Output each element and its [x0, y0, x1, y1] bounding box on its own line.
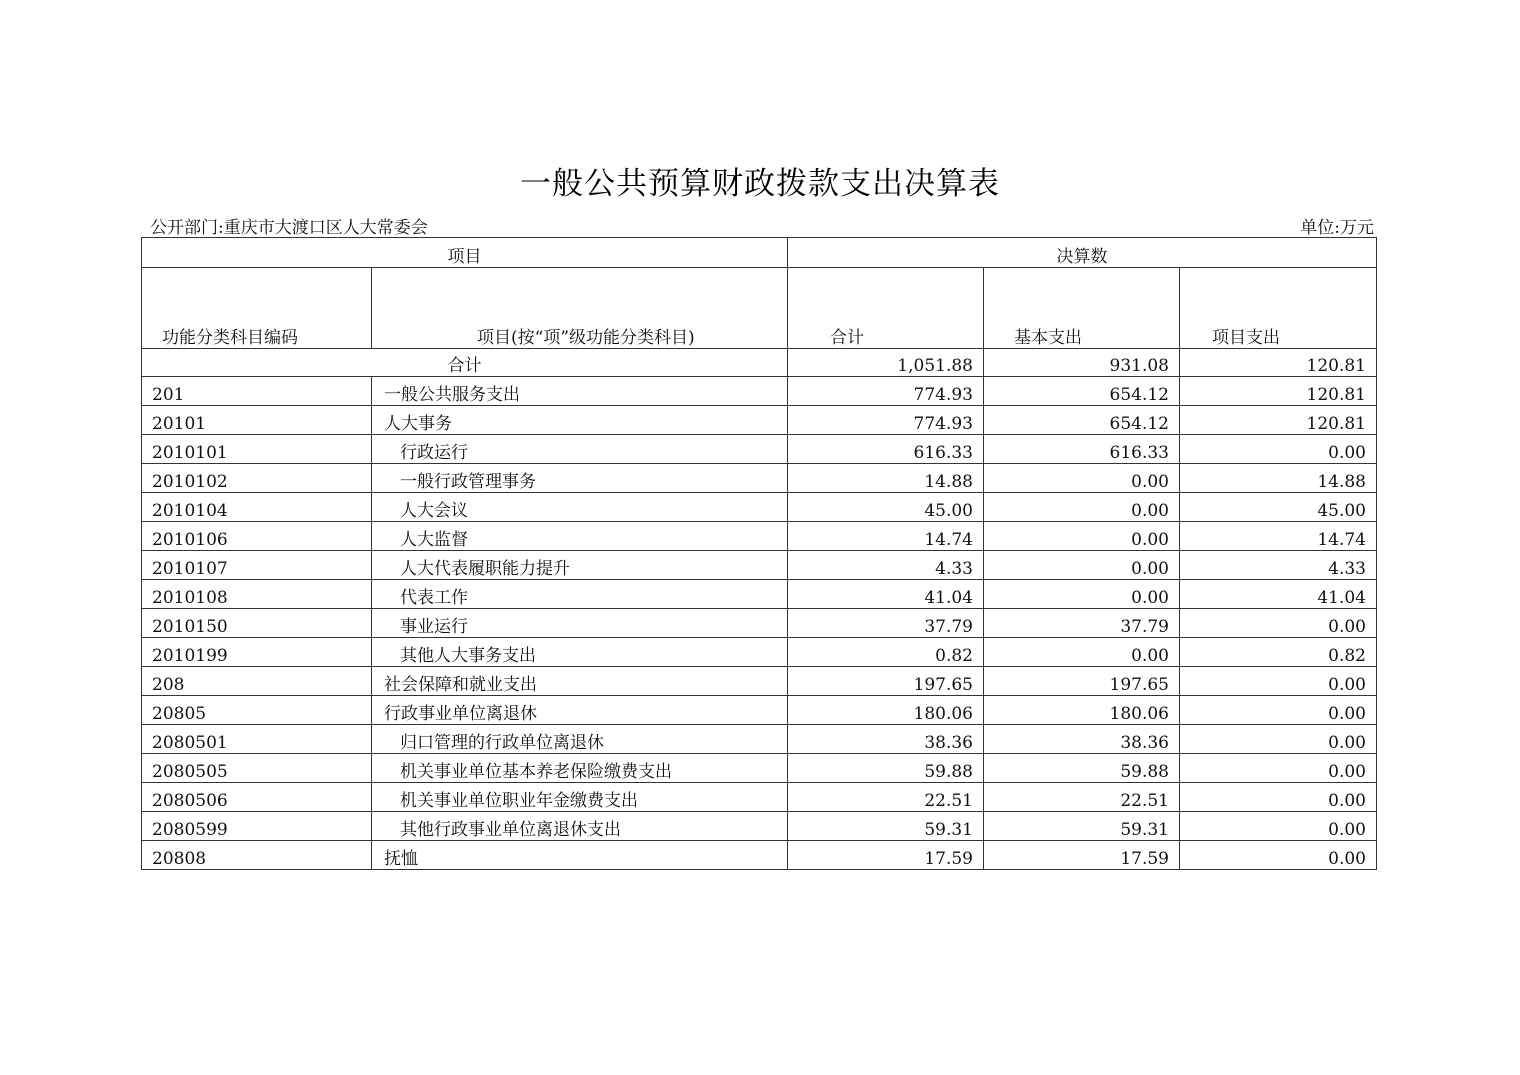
row-name: 抚恤: [372, 841, 788, 870]
table-row: [142, 667, 1377, 696]
table-row: [142, 551, 1377, 580]
row-code: 2080505: [142, 754, 372, 783]
table-row: [142, 638, 1377, 667]
table-row: [142, 783, 1377, 812]
header-row-columns: [142, 268, 1377, 349]
row-name: 人大会议: [372, 493, 788, 522]
row-project: 45.00: [1180, 493, 1377, 522]
row-basic: 38.36: [984, 725, 1180, 754]
row-name: 一般公共服务支出: [372, 377, 788, 406]
row-project: 0.00: [1180, 696, 1377, 725]
row-project: 14.88: [1180, 464, 1377, 493]
row-code: 2010150: [142, 609, 372, 638]
row-project: 4.33: [1180, 551, 1377, 580]
row-total: 197.65: [788, 667, 984, 696]
row-total: 4.33: [788, 551, 984, 580]
row-total: 14.88: [788, 464, 984, 493]
row-project: 120.81: [1180, 406, 1377, 435]
table-row: [142, 609, 1377, 638]
row-basic: 0.00: [984, 493, 1180, 522]
row-basic: 0.00: [984, 464, 1180, 493]
table-row: [142, 580, 1377, 609]
table-body: [142, 238, 1377, 870]
table-row: [142, 464, 1377, 493]
header-name-column: 项目(按“项”级功能分类科目): [372, 268, 788, 349]
row-project: 0.00: [1180, 812, 1377, 841]
row-project: 14.74: [1180, 522, 1377, 551]
row-project: 0.00: [1180, 435, 1377, 464]
row-name: 人大监督: [372, 522, 788, 551]
row-project: 0.00: [1180, 725, 1377, 754]
row-basic: 654.12: [984, 377, 1180, 406]
row-basic: 37.79: [984, 609, 1180, 638]
row-project: 0.00: [1180, 841, 1377, 870]
row-code: 2010102: [142, 464, 372, 493]
row-total: 180.06: [788, 696, 984, 725]
row-code: 2010108: [142, 580, 372, 609]
table-row: [142, 377, 1377, 406]
row-code: 20805: [142, 696, 372, 725]
table-row: [142, 841, 1377, 870]
row-code: 20808: [142, 841, 372, 870]
report-title: 一般公共预算财政拨款支出决算表: [520, 166, 1000, 202]
row-total: 616.33: [788, 435, 984, 464]
row-name: 行政运行: [372, 435, 788, 464]
header-total-column: 合计: [788, 268, 984, 349]
row-total: 774.93: [788, 406, 984, 435]
row-total: 45.00: [788, 493, 984, 522]
table-row: [142, 725, 1377, 754]
row-basic: 59.88: [984, 754, 1180, 783]
row-name: 其他行政事业单位离退休支出: [372, 812, 788, 841]
row-code: 208: [142, 667, 372, 696]
row-total: 37.79: [788, 609, 984, 638]
row-basic: 22.51: [984, 783, 1180, 812]
total-amount: 1,051.88: [788, 349, 984, 377]
row-code: 20101: [142, 406, 372, 435]
header-project: 项目: [142, 238, 788, 268]
header-final-amount: 决算数: [788, 238, 1377, 268]
row-basic: 59.31: [984, 812, 1180, 841]
row-name: 归口管理的行政单位离退休: [372, 725, 788, 754]
row-code: 2010199: [142, 638, 372, 667]
row-code: 2010101: [142, 435, 372, 464]
row-project: 0.00: [1180, 754, 1377, 783]
row-name: 其他人大事务支出: [372, 638, 788, 667]
row-basic: 0.00: [984, 551, 1180, 580]
row-code: 201: [142, 377, 372, 406]
total-row: [142, 349, 1377, 377]
header-row-top: [142, 238, 1377, 268]
row-total: 41.04: [788, 580, 984, 609]
table-row: [142, 493, 1377, 522]
table-row: [142, 522, 1377, 551]
row-name: 一般行政管理事务: [372, 464, 788, 493]
row-code: 2080501: [142, 725, 372, 754]
table-row: [142, 435, 1377, 464]
total-project: 120.81: [1180, 349, 1377, 377]
row-code: 2010107: [142, 551, 372, 580]
department-label: 公开部门:重庆市大渡口区人大常委会: [150, 218, 428, 238]
row-name: 机关事业单位基本养老保险缴费支出: [372, 754, 788, 783]
row-name: 人大代表履职能力提升: [372, 551, 788, 580]
total-basic: 931.08: [984, 349, 1180, 377]
row-code: 2080506: [142, 783, 372, 812]
row-project: 0.00: [1180, 667, 1377, 696]
row-total: 59.88: [788, 754, 984, 783]
row-basic: 0.00: [984, 522, 1180, 551]
row-project: 120.81: [1180, 377, 1377, 406]
row-total: 38.36: [788, 725, 984, 754]
row-project: 0.00: [1180, 783, 1377, 812]
row-project: 0.00: [1180, 609, 1377, 638]
row-name: 机关事业单位职业年金缴费支出: [372, 783, 788, 812]
expenditure-table: [141, 237, 1377, 870]
row-project: 41.04: [1180, 580, 1377, 609]
row-basic: 180.06: [984, 696, 1180, 725]
row-name: 事业运行: [372, 609, 788, 638]
row-total: 0.82: [788, 638, 984, 667]
row-total: 774.93: [788, 377, 984, 406]
row-code: 2080599: [142, 812, 372, 841]
row-basic: 0.00: [984, 580, 1180, 609]
row-basic: 0.00: [984, 638, 1180, 667]
header-project-column: 项目支出: [1180, 268, 1377, 349]
row-total: 22.51: [788, 783, 984, 812]
row-total: 17.59: [788, 841, 984, 870]
row-total: 59.31: [788, 812, 984, 841]
row-project: 0.82: [1180, 638, 1377, 667]
row-basic: 654.12: [984, 406, 1180, 435]
row-name: 代表工作: [372, 580, 788, 609]
header-code-column: 功能分类科目编码: [142, 268, 372, 349]
row-total: 14.74: [788, 522, 984, 551]
row-basic: 197.65: [984, 667, 1180, 696]
row-name: 人大事务: [372, 406, 788, 435]
row-code: 2010104: [142, 493, 372, 522]
header-basic-column: 基本支出: [984, 268, 1180, 349]
row-basic: 17.59: [984, 841, 1180, 870]
row-name: 社会保障和就业支出: [372, 667, 788, 696]
row-code: 2010106: [142, 522, 372, 551]
table-row: [142, 754, 1377, 783]
row-name: 行政事业单位离退休: [372, 696, 788, 725]
total-label: 合计: [142, 349, 788, 377]
row-basic: 616.33: [984, 435, 1180, 464]
table-row: [142, 812, 1377, 841]
unit-label: 单位:万元: [1300, 218, 1374, 238]
table-row: [142, 696, 1377, 725]
table-row: [142, 406, 1377, 435]
